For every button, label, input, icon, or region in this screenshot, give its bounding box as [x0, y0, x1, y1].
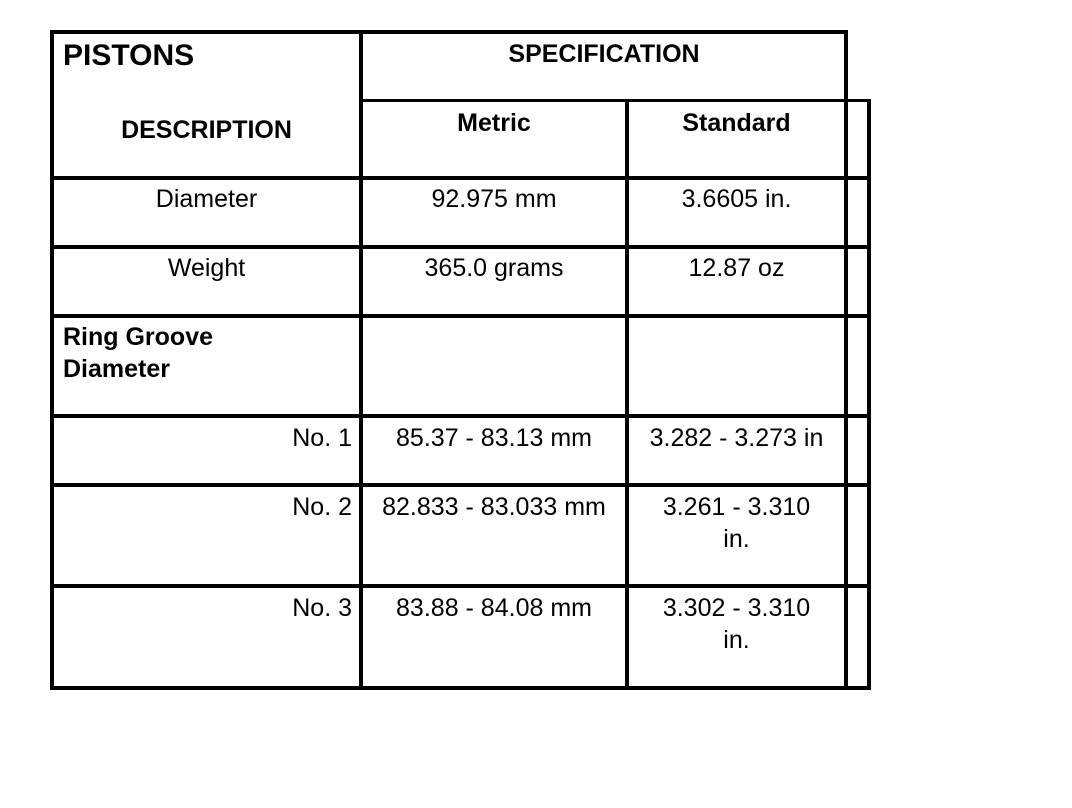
- row-divider: [50, 483, 871, 487]
- no-2-metric: 82.833 - 83.033 mm: [382, 493, 606, 521]
- row-label-no-3: No. 3: [292, 594, 352, 622]
- table-title: PISTONS: [63, 39, 195, 72]
- standard-header: Standard: [682, 109, 791, 137]
- diameter-standard: 3.6605 in.: [681, 185, 792, 213]
- row-divider: [50, 245, 871, 249]
- row-divider: [50, 584, 871, 588]
- row-label-no-2: No. 2: [292, 493, 352, 521]
- row-label-no-1: No. 1: [292, 424, 352, 452]
- diameter-metric: 92.975 mm: [431, 185, 557, 213]
- no-3-standard: 3.302 - 3.310 in.: [662, 594, 811, 654]
- no-1-standard: 3.282 - 3.273 in: [649, 424, 824, 452]
- specification-header: SPECIFICATION: [508, 40, 700, 68]
- subheader-divider: [360, 99, 871, 102]
- no-1-metric: 85.37 - 83.13 mm: [396, 424, 592, 452]
- row-label-ring-groove-diameter: Ring Groove Diameter: [63, 323, 214, 383]
- row-label-weight: Weight: [167, 254, 246, 282]
- description-header: DESCRIPTION: [121, 116, 292, 144]
- table-bottom-border: [50, 686, 871, 690]
- table-top-border: [50, 30, 848, 34]
- table-right-border: [867, 99, 871, 690]
- row-divider: [50, 414, 871, 418]
- row-divider: [50, 314, 871, 318]
- column-divider: [844, 30, 848, 690]
- weight-standard: 12.87 oz: [688, 254, 785, 282]
- no-3-metric: 83.88 - 84.08 mm: [396, 594, 592, 622]
- no-2-standard: 3.261 - 3.310 in.: [662, 493, 811, 553]
- row-label-diameter: Diameter: [155, 185, 258, 213]
- metric-header: Metric: [457, 109, 531, 137]
- weight-metric: 365.0 grams: [424, 254, 564, 282]
- header-bottom-border: [50, 176, 871, 180]
